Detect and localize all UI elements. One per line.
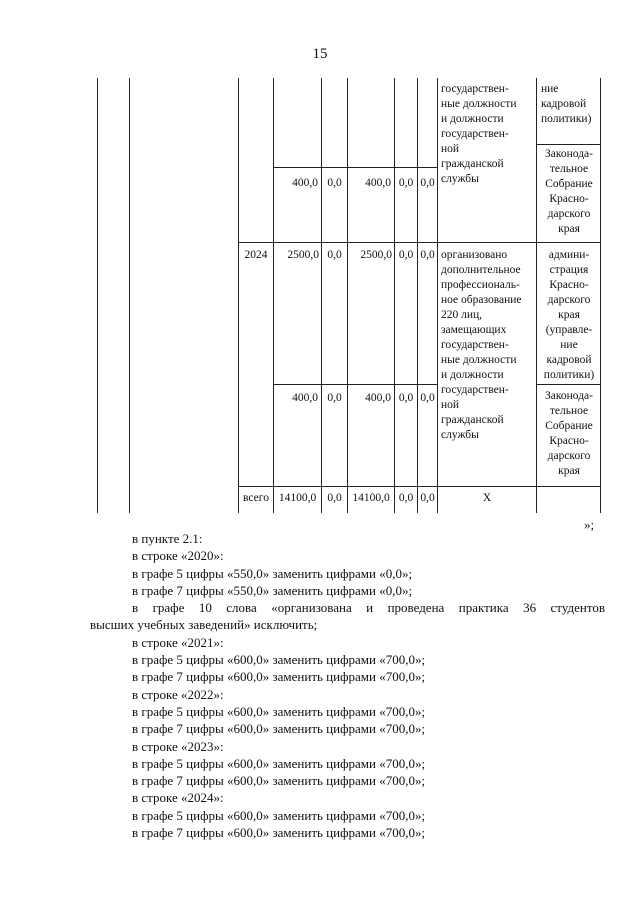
text-line: в графе 5 цифры «550,0» заменить цифрами «0,0»; [132, 565, 413, 581]
text-line: в графе 10 слова «организована и проведена практика 36 студентов [132, 600, 605, 616]
total-value: 0,0 [327, 492, 342, 504]
table-border-right [600, 78, 601, 513]
row-divider [536, 144, 600, 145]
total-label: всего [243, 492, 269, 504]
text-line: в строке «2024»: [132, 790, 224, 806]
page-number: 15 [312, 46, 328, 62]
col-divider [437, 78, 438, 513]
col-divider [417, 78, 418, 513]
value-cell: 0,0 [420, 177, 435, 189]
value-cell: 0,0 [327, 392, 342, 404]
executor-cell-top-1: ние кадровой политики) [541, 83, 592, 125]
value-cell: 400,0 [365, 392, 391, 404]
row-divider [238, 486, 600, 487]
col-divider [129, 78, 130, 513]
table-border-left [97, 78, 98, 513]
text-line: в графе 7 цифры «550,0» заменить цифрами «0,0»; [132, 582, 413, 598]
text-line: в графе 5 цифры «600,0» заменить цифрами «700,0»; [132, 703, 426, 719]
result-cell-2024: организовано дополнительное профессиональ- ное образование 220 лиц, замещающих государствен- ные должности и должности государствен- ной гражданской службы [441, 249, 522, 441]
total-result: Х [482, 492, 492, 504]
value-cell: 0,0 [420, 392, 435, 404]
executor-cell-2024-1: админи- страция Красно- дарского края (управле- ние кадровой политики) [543, 249, 595, 381]
value-cell: 0,0 [398, 249, 414, 261]
col-divider [273, 78, 274, 513]
value-cell: 0,0 [398, 392, 414, 404]
row-divider [536, 384, 600, 385]
text-line: в графе 5 цифры «600,0» заменить цифрами «700,0»; [132, 755, 426, 771]
executor-cell-top-2: Законода- тельное Собрание Красно- дарского края [545, 148, 593, 235]
value-cell: 2500,0 [360, 249, 392, 261]
result-cell-top: государствен- ные должности и должности государствен- ной гражданской службы [441, 83, 517, 185]
row-divider [273, 384, 437, 385]
text-line: в графе 7 цифры «600,0» заменить цифрами «700,0»; [132, 721, 426, 737]
total-value: 0,0 [398, 492, 414, 504]
text-line: в графе 7 цифры «600,0» заменить цифрами «700,0»; [132, 669, 426, 685]
text-line: высших учебных заведений» исключить; [90, 617, 318, 633]
text-line: в строке «2020»: [132, 548, 224, 564]
text-line: в графе 5 цифры «600,0» заменить цифрами «700,0»; [132, 807, 426, 823]
row-divider [238, 242, 600, 243]
value-cell: 0,0 [327, 249, 342, 261]
year-cell: 2024 [244, 249, 268, 261]
col-divider [321, 78, 322, 513]
text-line: в графе 5 цифры «600,0» заменить цифрами «700,0»; [132, 652, 426, 668]
total-value: 0,0 [420, 492, 435, 504]
text-line: в графе 7 цифры «600,0» заменить цифрами «700,0»; [132, 773, 426, 789]
col-divider [394, 78, 395, 513]
amendment-text [90, 530, 605, 841]
col-divider [347, 78, 348, 513]
text-line: в строке «2023»: [132, 738, 224, 754]
value-cell: 400,0 [365, 177, 391, 189]
executor-cell-2024-2: Законода- тельное Собрание Красно- дарского края [545, 390, 593, 477]
value-cell: 400,0 [292, 392, 318, 404]
col-divider [238, 78, 239, 513]
total-value: 14100,0 [352, 492, 390, 504]
value-cell: 0,0 [420, 249, 435, 261]
closing-quote: »; [584, 517, 595, 532]
row-divider [273, 167, 437, 168]
value-cell: 400,0 [292, 177, 318, 189]
text-line: в пункте 2.1: [132, 531, 203, 546]
total-value: 14100,0 [278, 492, 317, 504]
value-cell: 2500,0 [287, 249, 319, 261]
text-line: в графе 7 цифры «600,0» заменить цифрами «700,0»; [132, 825, 426, 841]
value-cell: 0,0 [398, 177, 414, 189]
text-line: в строке «2022»: [132, 686, 224, 702]
value-cell: 0,0 [327, 177, 342, 189]
text-line: в строке «2021»: [132, 634, 224, 650]
